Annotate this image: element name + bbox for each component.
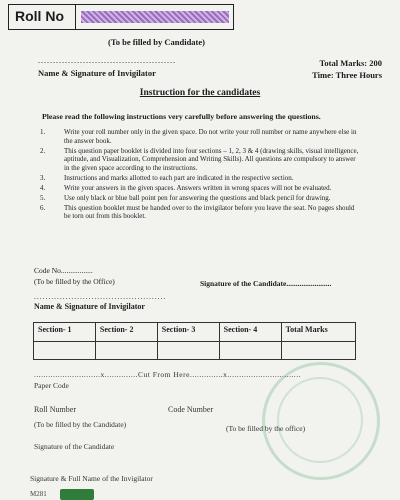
table-header-section-2: Section- 2 [95, 323, 157, 342]
code-number-label: Code Number [168, 405, 214, 414]
table-cell [281, 342, 355, 360]
slip-filled-by-candidate: (To be filled by the Candidate) [34, 420, 127, 429]
slip-candidate-signature: Signature of the Candidate [34, 442, 115, 451]
footer-code: M281 [30, 490, 47, 498]
candidate-signature-line: Signature of the Candidate........................ [200, 279, 332, 288]
total-marks: Total Marks: 200 [319, 58, 382, 68]
instructions-title: Instruction for the candidates [139, 88, 261, 98]
redacted-roll-number [81, 11, 229, 23]
invigilator-label: Name & Signature of Invigilator [38, 68, 156, 78]
invigilator-signature-line-2: .............................................. [34, 292, 167, 301]
roll-box-divider [75, 5, 76, 29]
table-cell [95, 342, 157, 360]
marks-table [33, 322, 356, 360]
list-item: 4. Write your answers in the given spaces. Answers written in wrong spaces will not be evaluated. [40, 183, 332, 192]
table-cell [219, 342, 281, 360]
paper-code-label: Paper Code [34, 381, 69, 390]
cut-line: ............................x..............Cut From Here..............x............................... [34, 370, 302, 379]
invigilator-signature-line: .............................................. [38, 56, 176, 65]
table-header-section-1: Section- 1 [34, 323, 96, 342]
roll-number-box [8, 4, 234, 30]
exam-time: Time: Three Hours [312, 70, 382, 80]
list-item: 3. Instructions and marks allotted to each part are indicated in the respective section. [40, 173, 294, 182]
table-header-total: Total Marks [281, 323, 355, 342]
roll-label: Roll No [15, 8, 64, 24]
filled-by-office-note: (To be filled by the Office) [34, 277, 115, 286]
seal-stamp [262, 362, 380, 480]
list-item: 1. Write your roll number only in the given space. Do not write your roll number or name anywhere else in the answer book. [40, 128, 357, 145]
logo [60, 489, 94, 500]
table-cell [157, 342, 219, 360]
list-item: 5. Use only black or blue ball point pen for answering the questions and black pencil for drawing. [40, 193, 331, 202]
instructions-intro: Please read the following instructions very carefully before answering the questions. [42, 112, 321, 121]
table-header-section-3: Section- 3 [157, 323, 219, 342]
list-item: 2. This question paper booklet is divided into four sections – 1, 2, 3 & 4 (drawing skills, visual intelligence, aptitude, and Visualization, Comprehension and Writing Skills). All questions are compulsory to answer in the given space according to the instructions. [40, 146, 359, 172]
table-header-section-4: Section- 4 [219, 323, 281, 342]
slip-filled-by-office: (To be filled by the office) [226, 424, 306, 433]
table-cell [34, 342, 96, 360]
instructions-list [40, 128, 360, 222]
invigilator-label-2: Name & Signature of Invigilator [34, 302, 145, 311]
code-no-field: Code No................. [34, 266, 93, 275]
slip-invigilator-signature: Signature & Full Name of the Invigilator [30, 474, 153, 483]
roll-number-label: Roll Number [34, 405, 76, 414]
filled-by-candidate-note: (To be filled by Candidate) [108, 37, 205, 47]
list-item: 6. This question booklet must be handed over to the invigilator before you leave the seat. No pages should be torn out from this booklet. [40, 203, 355, 220]
